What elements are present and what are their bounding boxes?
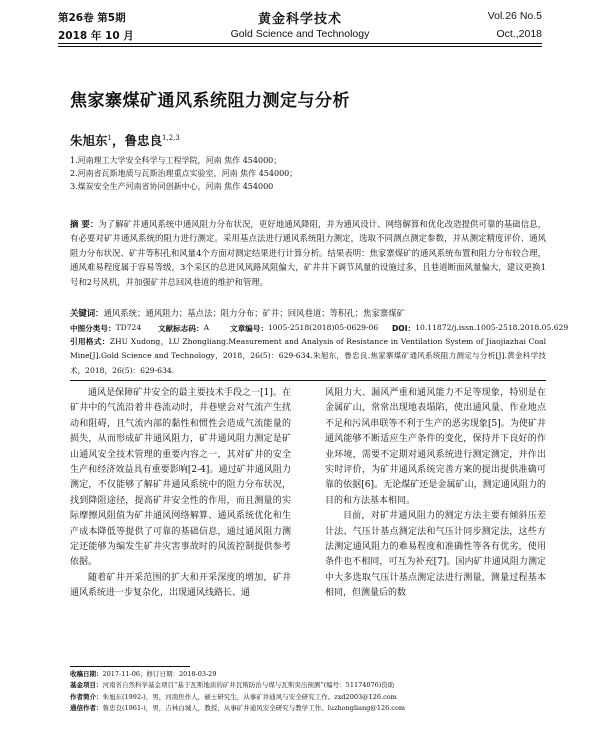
affiliations — [70, 154, 297, 193]
affiliation-line: 3.煤炭安全生产河南省协同创新中心，河南 焦作 454000 — [70, 182, 274, 191]
body-paragraph: 随着矿井开采范围的扩大和开采深度的增加，矿井通风系统进一步复杂化，出现通风线路长、通 — [70, 572, 291, 599]
article-no-value: 1005-2518(2018)05-0629-06 — [267, 323, 379, 332]
date-cn: 2018 年 10 月 — [58, 30, 134, 42]
classification-meta — [70, 323, 569, 335]
clc-label: 中图分类号： — [70, 324, 116, 333]
keywords-text: 通风系统；通风阻力；基点法；阻力分布；矿井；回风巷道；等积孔；焦家寨煤矿 — [103, 308, 405, 318]
doi-label: DOI： — [392, 324, 416, 333]
body-column-left — [70, 386, 291, 602]
volume-en: Vol.26 No.5 — [487, 10, 542, 22]
body-paragraph: 通风是保障矿井安全的最主要技术手段之一[1]。在矿井中的气流沿着井巷流动时，井巷壁会对气流产生扰动和阻碍，且气流内部的黏性和惯性会造成气流能量的损失，从而形成矿井通风阻力，矿井通风阻力测定是矿山通风安全技术管理的重要内容之一，其对矿井的安全生产和经济效益具有重要影响[2-4]。通过矿井通风阻力测定，不仅能够了解矿井通风系统中的阻力分布状况，找到降阻途径，提高矿井安全性的作用，而且测量的实际摩擦风阻值为矿井通风网络解算、通风系统优化和生产成本降低等提供了可靠的基础信息，通过通风阻力测定还能够为编发生矿井灾害事故时的风流控制提供参考依据。 — [70, 388, 291, 568]
abstract-text: 为了解矿井通风系统中通风阻力分布状况，更好地通风降阻，并为通风设计、网络解算和优化改造提供可靠的基础信息，有必要对矿井通风系统的阻力进行测定。采用基点法进行通风系统阻力测定，选取不同测点测定参数，并从测定精度评价、通风阻力分布状况、矿井等积孔和风量4个方面对测定结果进行计算分析。结果表明：焦家寨煤矿的通风系统布置和阻力分布较合理，通风难易程度属于容易等级，3个采区的总进风风路风阻偏大，矿井井下调节风量的设施过多，且巷道断面风量偏大，建议更换1号和2号风机，并加强矿井总回风巷道的维护和管理。 — [70, 219, 547, 287]
author-affil-mark: 1,2,3 — [162, 133, 180, 142]
volume-cn: 第26卷 第5期 — [58, 12, 126, 24]
footnote-label: 基金项目： — [70, 681, 103, 690]
doc-code-label: 文献标志码： — [158, 324, 204, 333]
footnote-rule — [70, 666, 190, 667]
citation-text: ZHU Xudong，LU Zhongliang.Measurement and Analysis of Resistance in Ventilation System of Jiaojiazhai Coal Mine[J].Gold Science and Technology，2018，26(5)：629-634.朱旭东，鲁忠良.焦家寨煤矿通风系统阻力测定与分析[J].黄金科学技术，2018，26(5)：629-634. — [70, 337, 547, 375]
footnotes — [70, 669, 546, 714]
doc-code-value: A — [203, 323, 210, 332]
footnote-label: 通信作者： — [70, 703, 103, 712]
author-name: 鲁忠良 — [124, 133, 163, 148]
clc-value: TD724 — [115, 323, 142, 332]
running-header-top — [58, 10, 542, 27]
journal-name-en: Gold Science and Technology — [230, 28, 370, 40]
paper-title: 焦家寨煤矿通风系统阻力测定与分析 — [70, 91, 350, 111]
doi-value: 10.11872/j.issn.1005-2518.2018.05.629 — [415, 323, 569, 332]
footnote-text: 2017-11-06；修订日期：2018-03-29 — [102, 670, 217, 678]
keywords-label: 关键词： — [70, 308, 104, 318]
footnote-text: 朱旭东(1992-)，男，河南焦作人，硕士研究生，从事矿井通风与安全研究工作。zxd2003@126.com — [102, 692, 397, 701]
abstract-label: 摘 要： — [70, 219, 99, 229]
footnote-author-bio — [70, 692, 546, 703]
footnote-text: 河南省自然科学基金项目“基于瓦斯地质的矿井瓦斯防治与煤与瓦斯突出预测”(编号：51174076)资助 — [102, 681, 395, 690]
footnote-funding — [70, 680, 546, 691]
footnote-text: 鲁忠良(1961-)，男，吉林白城人，教授，从事矿井通风安全研究与教学工作。luzhongliang@126.com — [102, 703, 406, 712]
keywords — [70, 306, 546, 320]
footnote-label: 收稿日期： — [70, 670, 103, 678]
body-paragraph: 风阻力大、漏风严重和通风能力不足等现象，特别是在金属矿山，常常出现地表塌陷，使出通风量、作业地点不足和污风串联等不利于生产的恶劣现象[5]。为使矿井通风能够不断适应生产条件的变化，保持并下良好的作业环境，需要不定期对通风系统进行测定测定，并作出实时评价，为矿井通风系统完善方案的提出提供准确可靠的依据[6]。无论煤矿还是金属矿山，测定通风阻力的目的和方法基本相同。 — [325, 388, 546, 506]
running-header-bottom — [58, 28, 542, 42]
article-no-label: 文章编号： — [230, 324, 268, 333]
header-rule-thick — [58, 43, 542, 44]
body-paragraph: 目前，对矿井通风阻力的测定方法主要有倾斜压差计法、气压计基点测定法和气压计同步测定法，这些方法测定通风阻力的难易程度和准确性等各有优劣，使用条件也不相同，可互为补充[7]。国内矿井通风阻力测定中大多选取气压计基点测定法进行测量，测量过程基本相同，但测量后的数 — [325, 511, 546, 599]
affiliation-line: 1.河南理工大学安全科学与工程学院，河南 焦作 454000； — [70, 156, 282, 165]
author-name: 朱旭东 — [70, 133, 108, 148]
header-rule-thin — [58, 46, 542, 47]
journal-name-cn: 黄金科学技术 — [257, 12, 342, 27]
author-affil-mark: 1 — [107, 133, 112, 142]
footnote-corresponding — [70, 703, 546, 714]
citation-label: 引用格式： — [70, 337, 110, 346]
footnote-label: 作者简介： — [70, 692, 103, 701]
date-en: Oct.,2018 — [496, 28, 542, 40]
section-divider — [70, 380, 546, 381]
author-list: 朱旭东$^1$，鲁忠良$^{1,2,3}$ — [70, 133, 180, 148]
citation-format — [70, 335, 546, 378]
footnote-received — [70, 669, 546, 680]
abstract — [70, 217, 546, 289]
body-column-right — [325, 386, 546, 602]
affiliation-line: 2.河南省瓦斯地质与瓦斯治理重点实验室，河南 焦作 454000； — [70, 169, 298, 178]
